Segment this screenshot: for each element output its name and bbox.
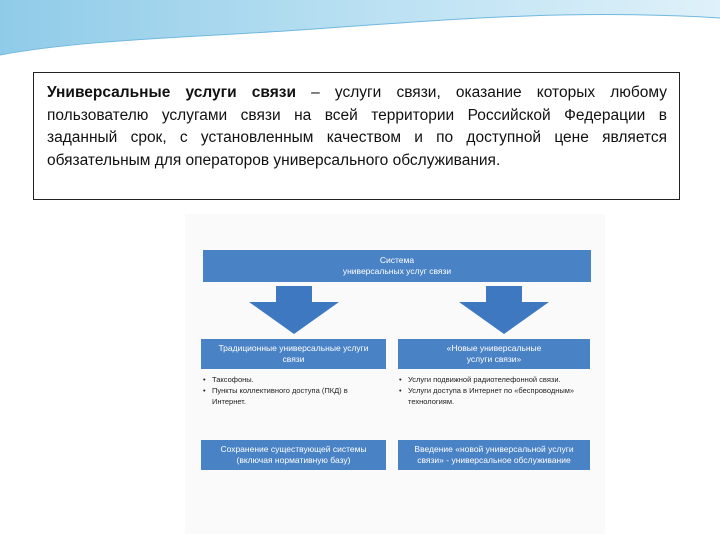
new-service-intro-line1: Введение «новой универсальной услуги: [414, 444, 574, 454]
definition-term: Универсальные услуги связи: [47, 84, 296, 101]
system-box-line2: универсальных услуг связи: [342, 266, 452, 276]
services-diagram: [185, 214, 605, 534]
new-services-line1: «Новые универсальные: [446, 343, 542, 353]
system-box: [203, 250, 591, 282]
new-services-box: [398, 339, 590, 369]
definition-box: [33, 72, 680, 200]
new-service-intro-box: [398, 440, 590, 470]
traditional-services-line2: связи: [282, 354, 305, 364]
preserve-system-box: [201, 440, 386, 470]
header-wave-decoration: [0, 0, 720, 70]
list-item: • Пункты коллективного доступа (ПКД) в Интернет.: [203, 385, 378, 407]
traditional-services-box: [201, 339, 386, 369]
list-item: • Услуги подвижной радиотелефонной связи.: [399, 374, 589, 385]
new-services-list: [399, 374, 589, 407]
definition-text: – услуги связи, оказание которых любому пользователю услугами связи на всей территории Российской Федерации в заданный срок, с установленным качеством и по доступной цене является обязательным для операторов универсального обслуживания.: [47, 84, 667, 169]
traditional-services-line1: Традиционные универсальные услуги: [218, 343, 369, 353]
preserve-system-line2: (включая нормативную базу): [236, 455, 351, 465]
left-down-arrow: [249, 286, 339, 334]
new-services-line2: услуги связи»: [466, 354, 522, 364]
preserve-system-line1: Сохранение существующей системы: [220, 444, 367, 454]
right-down-arrow: [459, 286, 549, 334]
list-item: • Таксофоны.: [203, 374, 378, 385]
new-service-intro-line2: связи» - универсальное обслуживание: [417, 455, 571, 465]
traditional-services-list: [203, 374, 378, 407]
system-box-line1: Система: [379, 255, 415, 265]
list-item: • Услуги доступа в Интернет по «беспроводным» технологиям.: [399, 385, 589, 407]
